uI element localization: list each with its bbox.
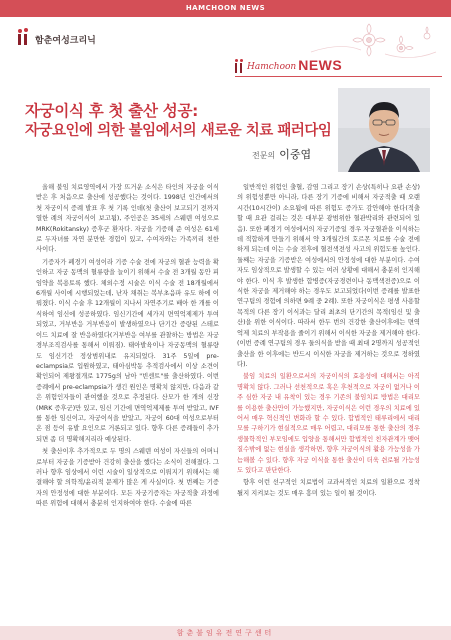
author-name: 이중엽 <box>279 148 312 161</box>
article-paragraph: 첫 출산이후 추가적으로 두 명의 스웨덴 여성이 자신들의 어머니로부터 자궁을 기증받아 건강히 출산을 했다는 소식이 전해졌다. 그러나 향후 임상에서 이런 시술이 일상적으로 이뤄지기 위해서는 해결해야 할 의학적/윤리적 문제가 많은 게 사실이다. 첫 번째는 기증자의 안정성에 대한 부분이다. 모든 자궁기증자는 자궁적출 과정에 따른 위험에 대해서 충분히 인지하여야 한다. 수술에 따른 <box>36 448 219 508</box>
article-subtitle: 자궁요인에 의한 불임에서의 새로운 치료 패러다임 <box>25 123 332 139</box>
news-heading <box>235 58 342 73</box>
author-byline <box>252 146 311 162</box>
article-paragraph: 향후 이런 선구적인 치료법이 교과서적인 치료의 일환으로 정착될지 지켜보는 것도 매우 흥미 있는 일이 될 것이다. <box>237 479 420 497</box>
news-brand: Hamchoon <box>247 62 297 72</box>
article-highlight-paragraph: 불임 치료의 일환으로서의 자궁이식의 효용성에 대해서는 아직 명확치 않다. 그러나 선천적으로 혹은 후천적으로 자궁이 없거나 이주 심한 자궁 내 유착이 있는 경우 기존의 불임치료 방법은 대리모를 이용한 출산만이 가능했지만, 자궁이식은 이런 경우의 치료에 있어서 매우 혁신적인 변화라 할 수 있다. 합법적인 태루리에서 대리모를 구하기가 현실적으로 매우 어렵고, 대리모를 통한 출산의 경우 생물학적인 부모임에도 입양을 통해서만 합법적인 친자관계가 맺어질수밖에 없는 현실을 생각하면, 향후 자궁이식의 활용 가능성을 가늠해볼 수 있다. 향후 자궁 이식을 통한 출산이 더욱 쉰로될 가능성도 있다고 판단한다. <box>237 373 420 474</box>
article-title: 자궁이식 후 첫 출산 성공: <box>25 102 199 120</box>
clinic-logo <box>17 28 96 46</box>
footer-text: 함춘불임유전연구센터 <box>176 629 275 637</box>
author-photo <box>338 88 430 172</box>
news-word: NEWS <box>298 57 343 73</box>
author-role: 전문의 <box>252 151 276 160</box>
article-column-left <box>36 183 219 512</box>
news-divider <box>235 76 442 77</box>
article-paragraph: 기증자가 폐경기 여성이라 기증 수술 전에 자궁의 혈관 능력을 확인하고 자궁 동맥의 혈류량을 늘이기 위해서 수술 전 3개월 동안 피임약을 복용토록 했다. 체외수정 시술은 이식 수술 전 18개월에서 6개월 사이에 시행되었는데, 난자 채취는 복부초음파 유도 하에 이뤄졌다. 이식 수술 후 12개월이 지나서 자연주기로 배아 한 개를 이식하여 임신에 성공하였다. 임신기간에 세가지 면역억제제가 투여되었고, 거부반응 거부반응이 발생하였으나 단기간 증량된 스테로이드 치료에 잘 반응하였다(거부반응 여부를 관찰하는 방법은 자궁경부조직검사를 통해서 이뤄짐). 태아발육이나 자궁동맥의 혈류량도 임신기간 정상범위내로 유지되었다. 31주 5일에 pre-eclampsia로 입원하였고, 태아심박동 추적검사에서 이상 소견이 확인되어 제왕절개로 1775g의 남아 "빈센트"를 출산하였다. 이번 증례에서 pre-eclampsia가 생긴 원인은 명확치 않지만, 다음과 같은 위험인자들이 관여했을 것으로 추정된다. 산모가 한 개의 신장(MRK 증후군)만 있고, 임신 기간에 면역억제제를 투여 받았고, IVF를 통한 임신이고, 자궁이식을 받았고, 자궁이 60대 여성으로부터 온 점 등이 유발 요인으로 거론되고 있다. 향후 다른 증례들이 추가되면 좀 더 명확해지리라 예상된다. <box>36 258 219 443</box>
clinic-logo-icon <box>17 28 31 46</box>
article-paragraph: 올해 불임 치료영역에서 가장 뜨거운 소식은 타인의 자궁을 이식받은 후 처음으로 출산에 성공했다는 것이다. 1998년 인간에서의 첫 자궁이식 증례 발표 후 첫 기록 인데(첫 출산이 보고되기 전까지 열한 례의 자궁이식이 보고됨), 주인공은 35세의 스웨덴 여성으로 MRK(Rokitansky) 증후군 환자다. 자궁을 기증해 준 여성은 61세로 두자녀를 자연 분만한 경험이 있고, 수여자와는 가족끼리 친한 사이다. <box>36 184 219 254</box>
news-logo-icon <box>235 59 245 73</box>
top-banner: HAMCHOON NEWS <box>0 0 451 17</box>
clinic-logo-text: 함춘여성크리닉 <box>35 36 96 46</box>
article-column-right <box>237 183 420 501</box>
article-paragraph: 일반적인 위험인 출혈, 감염 그리고 장기 손상(특히나 요관 손상)의 위험성뿐만 아니라, 다른 장기 기증에 비해서 자궁적출 때 오랜 시간(10시간이) 소요됨에 따른 위험도 증가도 감안해야 한다(적출할 때 요관 걸리는 것은 대부분 광범위한 혈관박리와 관련되어 있음). 또한 폐경기 여성에서의 자궁기증일 경우 자궁혈관을 이식하는데 적합하게 만들기 위해서 약 3개월간의 호르몬 치료를 수술 전에 하게 되는데 이는 수술 전후에 혈전색전성 사고의 위험도를 높인다. 둘째는 자궁을 기증받은 여성에서의 안정성에 대한 부분이다. 수여자도 임상적으로 발생할 수 있는 여러 상황에 대해서 충분히 인지해야 한다. 이식 후 발생한 합병증(자궁경련이나 동맥색전증)으로 이식한 자궁을 제거해야 하는 경우도 보고되었다(이번 증례를 발표한 연구팀의 경험에 의하면 9례 중 2례). 또한 자궁이식은 평생 사용할 목적의 다른 장기 이식과는 달리 최초의 단기간의 목적(임신 및 출산)을 위한 이식이다. 따라서 한두 번의 건강한 출산이후에는 면역억제 치료의 부작용을 줄이기 위해서 이식한 자궁을 제거해야 한다. (이번 증례 연구팀의 경우 둘의식을 받을 때 최대 2명까지 성공적인 출산을 한 이후에는 반드시 이식한 자궁을 제거하는 것으로 정하였다). <box>237 184 420 368</box>
